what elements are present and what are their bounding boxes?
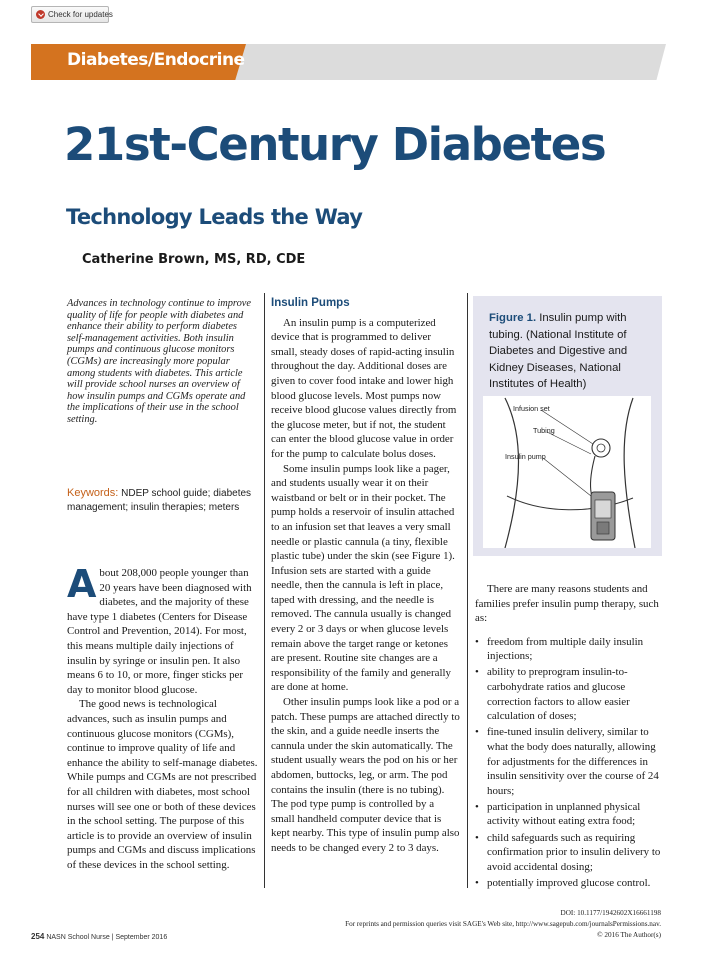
page-number: 254: [31, 932, 45, 941]
article-title: 21st-Century Diabetes: [64, 118, 606, 171]
keywords: [67, 486, 255, 515]
check-for-updates-button[interactable]: [31, 6, 113, 23]
check-updates-label: Check for updates: [48, 10, 113, 19]
body-column-1: [67, 562, 259, 872]
label-infusion-set: Infusion set: [513, 404, 550, 413]
article-subtitle: Technology Leads the Way: [66, 205, 363, 229]
journal-issue: September 2016: [115, 934, 168, 941]
body-paragraph: Other insulin pumps look like a pod or a patch. These pumps are attached directly to the skin, and a guide needle inserts the cannula under the skin automatically. The student usually wears the pod on his or her abdomen, buttocks, leg, or arm. The pod contains the insulin (there is no tubing). The pod type pump is controlled by a small handheld computer device that is kept nearby. This type of insulin pump also needs to be changed every 2 to 3 days.: [271, 696, 460, 854]
figure-caption-text: Insulin pump with tubing. (National Institute of Diabetes and Digestive and Kidney Diseases, National Institutes of Health): [489, 312, 628, 390]
list-item: • participation in unplanned physical activity without eating extra food;: [475, 800, 665, 829]
list-item: • ability to preprogram insulin-to-carbohydrate ratios and glucose correction factors to allow easier calculation of doses;: [475, 665, 665, 723]
body-paragraph-text: bout 208,000 people younger than 20 years have been diagnosed with diabetes, and the majority of these have type 1 diabetes (Centers for Disease Control and Prevention, 2014). For most, this means multiple daily injections of insulin by syringe or insulin pen. It also means 6 to 10, or more, finger sticks per day to monitor blood glucose.: [67, 567, 252, 696]
list-item: • potentially improved glucose control.: [475, 876, 665, 891]
doi: DOI: 10.1177/1942602X16661198: [560, 909, 661, 917]
column-rule-1: [264, 293, 265, 888]
figure-1: [473, 296, 662, 556]
insulin-pump-illustration: [483, 396, 651, 548]
body-paragraph: [67, 562, 259, 697]
body-paragraph: An insulin pump is a computerized device that is programmed to deliver small, steady doses of rapid-acting insulin throughout the day. Additional doses are given to cover food intake and lower high blood glucose levels. Most pumps now receive blood glucose values directly from the glucose meter, but if not, the student can enter the blood glucose value in order for the pump to calculate bolus doses.: [271, 316, 457, 460]
keywords-list: NDEP school guide; diabetes management; insulin therapies; meters: [67, 488, 252, 513]
check-updates-icon: [36, 10, 45, 19]
body-paragraph: There are many reasons students and families prefer insulin pump therapy, such as:: [475, 583, 659, 625]
list-item: • fine-tuned insulin delivery, similar to what the body does naturally, allowing for adjustments for the differences in insulin sensitivity over the course of 24 hours;: [475, 725, 665, 798]
journal-name: NASN School Nurse: [46, 934, 110, 941]
section-banner: [31, 44, 666, 80]
body-column-2: [271, 296, 460, 856]
figure-caption: [489, 310, 655, 393]
copyright: © 2016 The Author(s): [597, 931, 661, 939]
page-folio: 254 NASN School Nurse | September 2016: [31, 932, 168, 941]
keywords-label: Keywords:: [67, 487, 119, 499]
benefits-list: [475, 635, 665, 891]
label-tubing: Tubing: [533, 426, 555, 435]
article-author: Catherine Brown, MS, RD, CDE: [82, 252, 306, 267]
reprints-notice: For reprints and permission queries visit SAGE's Web site, http://www.sagepub.com/journalsPermissions.nav.: [345, 920, 661, 928]
drop-cap: A: [67, 562, 97, 606]
column-rule-2: [467, 293, 468, 888]
abstract: Advances in technology continue to improve quality of life for people with diabetes and enhance their ability to perform diabetes self-management activities. Both insulin pumps and continuous glucose monitors (CGMs) are increasingly more popular among students with diabetes. This article will provide school nurses an overview of how insulin pumps and CGMs operate and the implications of their use in the school setting.: [67, 298, 251, 425]
section-heading-insulin-pumps: Insulin Pumps: [271, 297, 350, 309]
body-paragraph: The good news is technological advances, such as insulin pumps and continuous glucose monitors (CGMs), continue to improve quality of life and enhance the ability to self-manage diabetes. While pumps and CGMs are not prescribed for all children with diabetes, most school nurses will see one or both of these devices in the school setting. The purpose of this article is to provide an overview of insulin pumps and CGMs and discuss implications of these devices in the school setting.: [67, 698, 258, 871]
list-item: • child safeguards such as requiring confirmation prior to insulin delivery to avoid accidental dosing;: [475, 831, 665, 875]
section-label: Diabetes/Endocrine: [67, 50, 245, 70]
list-item: • freedom from multiple daily insulin injections;: [475, 635, 665, 664]
label-insulin-pump: Insulin pump: [505, 452, 546, 461]
body-column-3: [475, 582, 665, 892]
figure-number: Figure 1.: [489, 312, 537, 324]
insulin-pump-drawing: [483, 396, 651, 548]
body-paragraph: Some insulin pumps look like a pager, and students usually wear it on their waistband or belt or in their pocket. The pump holds a reservoir of insulin attached to an infusion set that leaves a very small needle or plastic cannula (a tiny, flexible plastic tube) under the skin (see Figure 1). Infusion sets are started with a guide needle, then the cannula is left in place, taped with dressing, and the needle is removed. The cannula usually is changed every 2 or 3 days or when glucose levels remain above the target range or ketones are present. Routine site changes are a responsibility of the family and generally are done at home.: [271, 462, 455, 694]
